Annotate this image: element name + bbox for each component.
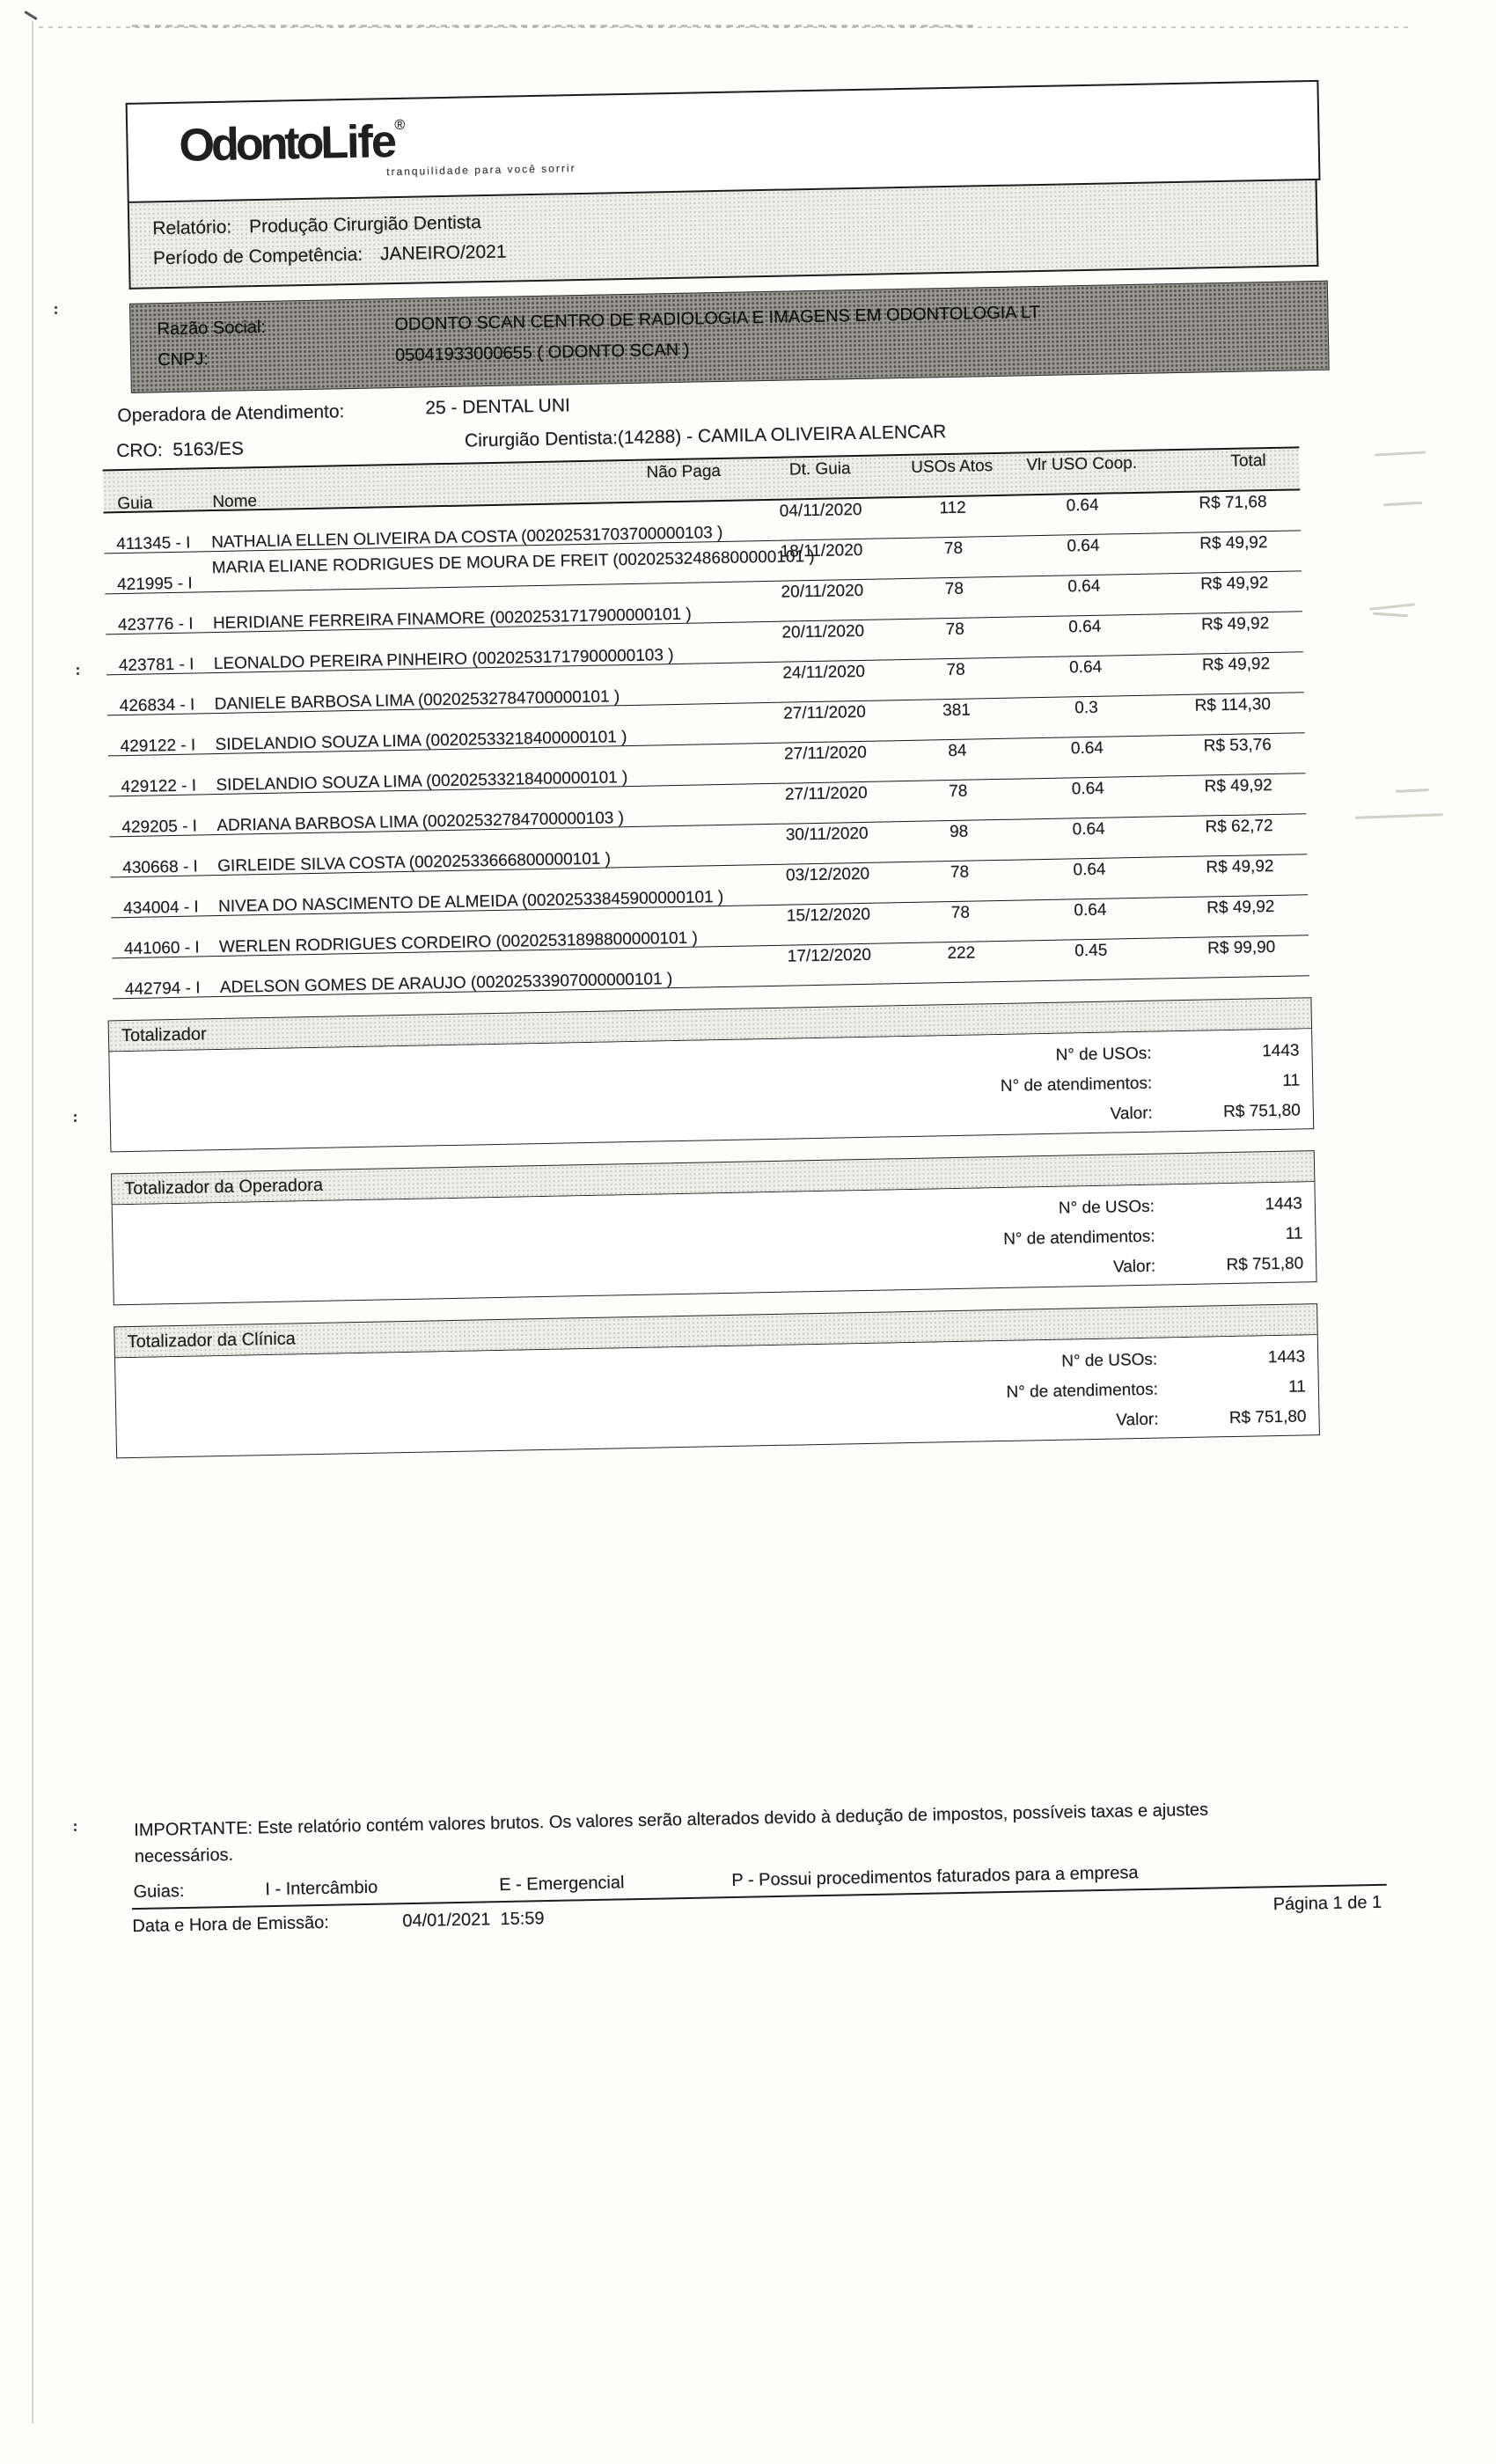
row-nao-paga (620, 593, 752, 596)
scan-speck (74, 1114, 77, 1117)
important-note (134, 1793, 1390, 1870)
totalizer-line-label: N° de atendimentos: (1003, 1227, 1155, 1249)
cro-value: 5163/ES (172, 438, 245, 460)
totalizer-line-value: R$ 751,80 (1222, 1101, 1302, 1122)
scan-edge-vertical (32, 21, 33, 2424)
legend-item-procedimentos: P - Possui procedimentos faturados para a empresa (731, 1863, 1139, 1891)
totalizer-line-value: 1443 (1262, 1041, 1300, 1061)
row-dt-guia: 04/11/2020 (779, 500, 862, 521)
pencil-mark (1355, 813, 1443, 818)
row-total: R$ 71,68 (1199, 493, 1267, 513)
col-header-guia: Guia (117, 494, 153, 514)
dentista-value: (14288) - CAMILA OLIVEIRA ALENCAR (617, 422, 947, 449)
row-dt-guia: 03/12/2020 (785, 864, 870, 885)
important-line-2: necessários. (134, 1844, 234, 1867)
row-guia: 423781 - I (118, 655, 194, 676)
operadora-value: 25 - DENTAL UNI (425, 395, 571, 419)
pencil-mark (1373, 612, 1408, 618)
cnpj-value: 05041933000655 ( ODONTO SCAN ) (394, 340, 690, 366)
row-spacer (104, 515, 619, 524)
pencil-mark (1396, 788, 1429, 793)
row-total: R$ 99,90 (1206, 937, 1276, 958)
page-number: Página 1 de 1 (1272, 1892, 1382, 1915)
row-vlr-uso-coop: 0.64 (1072, 819, 1105, 840)
table-body (104, 490, 1309, 999)
totalizer-line-label: Valor: (1112, 1257, 1156, 1277)
totalizer-line-label: Valor: (1116, 1410, 1159, 1430)
row-guia: 441060 - I (123, 938, 200, 959)
cro-line (116, 438, 244, 462)
row-vlr-uso-coop: 0.64 (1066, 495, 1099, 516)
row-patient-name: MARIA ELIANE RODRIGUES DE MOURA DE FREIT (00202532486800000101 ) (211, 546, 815, 578)
totalizer-section (108, 997, 1315, 1152)
col-header-nome: Nome (212, 492, 258, 512)
totalizer-title: Totalizador da Operadora (124, 1175, 324, 1199)
totalizer-section (111, 1150, 1317, 1305)
row-spacer (113, 960, 627, 970)
col-header-nao-paga: Não Paga (646, 461, 722, 482)
row-patient-name: SIDELANDIO SOUZA LIMA (00202533218400000101 ) (215, 728, 627, 755)
row-spacer (109, 798, 624, 808)
row-nao-paga (623, 755, 755, 758)
report-label: Relatório: (152, 216, 232, 239)
totalizer-line-value: R$ 751,80 (1226, 1254, 1304, 1275)
production-table (103, 446, 1309, 999)
scan-speck (74, 1823, 77, 1826)
operadora-label: Operadora de Atendimento: (117, 401, 345, 427)
row-total: R$ 49,92 (1201, 655, 1271, 675)
row-nao-paga (626, 876, 758, 879)
row-usos-atos: 222 (947, 943, 976, 964)
report-footer (130, 1793, 1390, 1937)
row-dt-guia: 27/11/2020 (784, 783, 868, 804)
totalizer-line-value: 11 (1285, 1224, 1303, 1243)
row-usos-atos: 78 (945, 620, 965, 640)
row-guia: 426834 - I (119, 695, 195, 716)
row-patient-name: ADRIANA BARBOSA LIMA (00202532784700000103 ) (216, 809, 625, 836)
row-guia: 429122 - I (121, 776, 197, 797)
row-usos-atos: 78 (950, 903, 971, 923)
totalizer-line-value: 11 (1287, 1377, 1307, 1397)
row-usos-atos: 78 (943, 539, 964, 559)
row-patient-name: DANIELE BARBOSA LIMA (00202532784700000101 ) (214, 687, 620, 715)
row-patient-name: LEONALDO PEREIRA PINHEIRO (00202531717900000103 ) (213, 646, 674, 674)
totalizer-line-label: N° de USOs: (1058, 1197, 1155, 1218)
row-vlr-uso-coop: 0.64 (1067, 576, 1101, 597)
row-guia: 430668 - I (122, 857, 199, 878)
row-usos-atos: 78 (950, 862, 970, 883)
row-patient-name: GIRLEIDE SILVA COSTA (00202533666800000101 ) (217, 849, 612, 876)
row-patient-name: HERIDIANE FERREIRA FINAMORE (00202531717900000101 ) (212, 605, 692, 634)
period-value: JANEIRO/2021 (379, 241, 507, 265)
col-header-usos-atos: USOs Atos (911, 457, 994, 477)
legend-item-emergencial: E - Emergencial (498, 1873, 625, 1896)
row-usos-atos: 381 (942, 700, 972, 721)
scan-edge-horizontal-dark (132, 25, 977, 27)
row-nao-paga (619, 512, 751, 515)
row-guia: 423776 - I (117, 614, 194, 635)
guias-label: Guias: (133, 1881, 185, 1903)
totalizer-line-value: 11 (1282, 1071, 1301, 1090)
col-header-vlr-uso-coop: Vlr USO Coop. (1026, 453, 1138, 475)
row-dt-guia: 24/11/2020 (782, 662, 866, 683)
legend-item-intercambio: I - Intercâmbio (265, 1877, 378, 1900)
logo-tagline: tranquilidade para você sorrir (386, 162, 576, 179)
row-dt-guia: 18/11/2020 (780, 540, 863, 561)
razao-social-value: ODONTO SCAN CENTRO DE RADIOLOGIA E IMAGENS EM ODONTOLOGIA LT (394, 302, 1041, 335)
row-total: R$ 114,30 (1194, 695, 1272, 715)
row-patient-name: ADELSON GOMES DE ARAUJO (00202533907000000101 ) (219, 970, 673, 997)
totalizer-line-value: 1443 (1265, 1194, 1303, 1214)
row-total: R$ 49,92 (1200, 614, 1270, 634)
totalizer-title: Totalizador da Clínica (127, 1328, 297, 1352)
emissao-line (132, 1909, 545, 1937)
important-line-1: IMPORTANTE: Este relatório contém valores brutos. Os valores serão alterados devido à dedução de impostos, possíveis taxas e ajustes (134, 1800, 1209, 1841)
row-usos-atos: 78 (946, 660, 965, 680)
row-guia: 421995 - I (116, 574, 193, 595)
emissao-label: Data e Hora de Emissão: (132, 1912, 329, 1937)
row-guia: 434004 - I (122, 898, 199, 919)
row-dt-guia: 20/11/2020 (781, 581, 864, 602)
scan-speck (77, 667, 79, 670)
row-dt-guia: 30/11/2020 (785, 824, 869, 845)
razao-social-label: Razão Social: (157, 317, 267, 340)
scan-speck (55, 306, 57, 309)
row-spacer (110, 839, 625, 848)
dentista-label: Cirurgião Dentista: (464, 428, 619, 451)
row-guia: 411345 - I (116, 533, 191, 554)
row-usos-atos: 112 (939, 498, 966, 518)
row-vlr-uso-coop: 0.64 (1074, 900, 1107, 920)
logo-brand-odonto: Odonto (178, 117, 321, 172)
row-total: R$ 49,92 (1199, 533, 1268, 554)
row-dt-guia: 15/12/2020 (786, 905, 871, 926)
row-dt-guia: 17/12/2020 (787, 945, 872, 966)
period-label: Período de Competência: (152, 244, 363, 269)
row-nao-paga (620, 634, 752, 636)
row-dt-guia: 27/11/2020 (783, 743, 867, 764)
row-guia: 442794 - I (124, 979, 201, 1000)
row-spacer (112, 920, 627, 929)
row-vlr-uso-coop: 0.45 (1074, 941, 1108, 961)
row-spacer (106, 596, 620, 605)
row-nao-paga (624, 796, 756, 798)
totalizers-block (101, 996, 1359, 1458)
row-total: R$ 49,92 (1206, 856, 1274, 877)
row-usos-atos: 78 (944, 579, 964, 599)
header-spacer (103, 473, 618, 483)
cro-label: CRO: (115, 440, 163, 462)
row-dt-guia: 20/11/2020 (781, 621, 865, 642)
report-value: Produção Cirurgião Dentista (248, 212, 482, 238)
pencil-mark (1383, 502, 1422, 506)
pencil-mark (1369, 603, 1415, 610)
row-guia: 429205 - I (121, 817, 198, 838)
row-patient-name: NIVEA DO NASCIMENTO DE ALMEIDA (00202533845900000101 ) (217, 887, 724, 917)
totalizer-line-label: N° de atendimentos: (1006, 1380, 1159, 1402)
totalizer-line-label: N° de USOs: (1061, 1350, 1158, 1371)
row-patient-name: NATHALIA ELLEN OLIVEIRA DA COSTA (00202531703700000103 ) (211, 523, 723, 553)
registered-mark-icon: ® (394, 117, 406, 134)
scan-corner-mark (24, 11, 37, 20)
row-vlr-uso-coop: 0.64 (1073, 860, 1106, 880)
row-usos-atos: 84 (948, 741, 967, 761)
row-nao-paga (627, 917, 759, 920)
row-vlr-uso-coop: 0.64 (1067, 536, 1100, 556)
row-patient-name: SIDELANDIO SOUZA LIMA (00202533218400000101 ) (216, 768, 628, 796)
totalizer-section (114, 1303, 1320, 1458)
row-spacer (111, 879, 626, 889)
row-vlr-uso-coop: 0.64 (1070, 738, 1104, 759)
company-bar (129, 281, 1330, 393)
logo-brand-life: Life (319, 116, 396, 169)
row-total: R$ 62,72 (1205, 816, 1273, 837)
row-nao-paga (627, 957, 759, 960)
row-total: R$ 49,92 (1204, 776, 1272, 796)
row-total: R$ 49,92 (1206, 897, 1275, 918)
footer-last-line (132, 1893, 1390, 1937)
emissao-value: 04/01/2021 15:59 (402, 1909, 545, 1932)
row-nao-paga (621, 674, 753, 677)
totalizer-line-value: 1443 (1267, 1347, 1306, 1368)
row-nao-paga (622, 715, 754, 717)
row-total: R$ 53,76 (1203, 736, 1272, 756)
row-spacer (106, 677, 621, 686)
totalizer-line-value: R$ 751,80 (1228, 1407, 1307, 1428)
row-usos-atos: 98 (949, 822, 969, 842)
col-header-total: Total (1230, 451, 1266, 471)
totalizer-line-label: Valor: (1110, 1104, 1154, 1124)
dentista-line (465, 422, 947, 452)
row-vlr-uso-coop: 0.64 (1071, 779, 1104, 799)
pencil-mark (1375, 451, 1426, 456)
row-vlr-uso-coop: 0.64 (1068, 657, 1103, 678)
report-document (83, 40, 1382, 1938)
row-spacer (108, 758, 623, 767)
row-usos-atos: 78 (949, 781, 968, 802)
cnpj-label: CNPJ: (158, 349, 209, 370)
row-guia: 429122 - I (120, 736, 196, 757)
col-header-dt-guia: Dt. Guia (788, 459, 851, 480)
row-spacer (106, 636, 620, 646)
row-spacer (107, 717, 622, 727)
row-total: R$ 49,92 (1200, 574, 1269, 594)
row-vlr-uso-coop: 0.3 (1074, 698, 1098, 718)
totalizer-title: Totalizador (121, 1023, 207, 1045)
odontolife-logo (179, 115, 576, 181)
row-nao-paga (625, 836, 757, 839)
row-patient-name: WERLEN RODRIGUES CORDEIRO (00202531898800000101 ) (218, 928, 699, 957)
row-vlr-uso-coop: 0.64 (1068, 617, 1102, 637)
row-dt-guia: 27/11/2020 (783, 702, 867, 723)
totalizer-line-label: N° de atendimentos: (1000, 1074, 1153, 1096)
totalizer-line-label: N° de USOs: (1055, 1044, 1152, 1065)
